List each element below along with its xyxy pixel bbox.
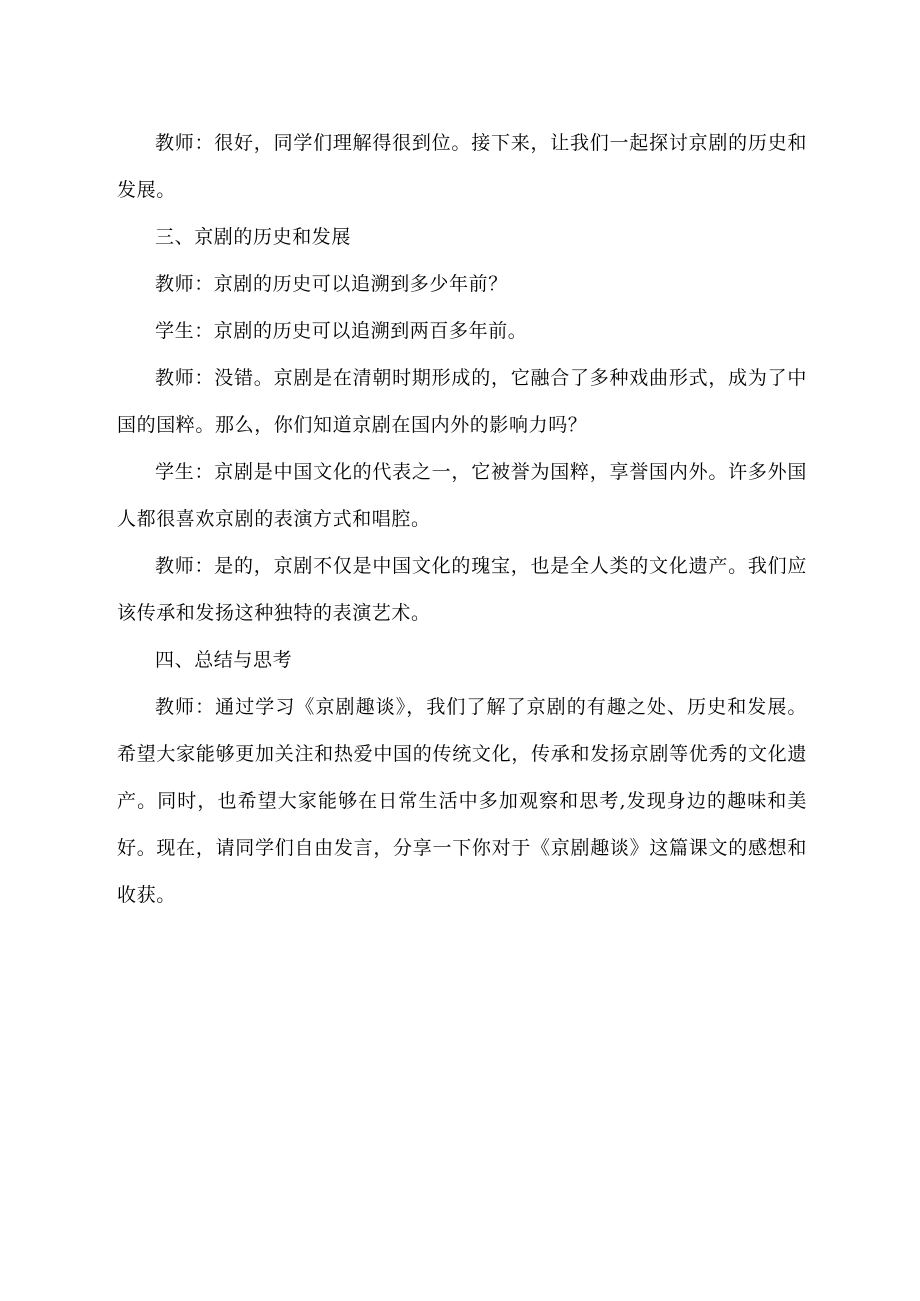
paragraph-teacher-question: 教师：京剧的历史可以追溯到多少年前？ xyxy=(155,273,508,295)
section-heading-summary: 四、总结与思考 xyxy=(155,649,293,671)
paragraph-teacher-summary: 教师：通过学习《京剧趣谈》，我们了解了京剧的有趣之处、历史和发展。希望大家能够更加关注和热爱中国的传统文化，传承和发扬京剧等优秀的文化遗产。同时，也希望大家能够在日常生活中多加观察和思考,发现身边的趣味和美好。现在，请同学们自由发言，分享一下你对于《京剧趣谈》这篇课文的感想和收获。 xyxy=(117,696,807,906)
paragraph-teacher-heritage: 教师：是的，京剧不仅是中国文化的瑰宝，也是全人类的文化遗产。我们应该传承和发扬这种独特的表演艺术。 xyxy=(117,555,807,624)
paragraph-teacher-intro: 教师：很好，同学们理解得很到位。接下来，让我们一起探讨京剧的历史和发展。 xyxy=(117,132,807,201)
paragraph-student-influence: 学生：京剧是中国文化的代表之一，它被誉为国粹，享誉国内外。许多外国人都很喜欢京剧的表演方式和唱腔。 xyxy=(117,461,807,530)
paragraph-student-answer: 学生：京剧的历史可以追溯到两百多年前。 xyxy=(155,320,528,342)
paragraph-teacher-qing-dynasty: 教师：没错。京剧是在清朝时期形成的，它融合了多种戏曲形式，成为了中国的国粹。那么，你们知道京剧在国内外的影响力吗？ xyxy=(117,367,807,436)
section-heading-history: 三、京剧的历史和发展 xyxy=(155,226,352,248)
